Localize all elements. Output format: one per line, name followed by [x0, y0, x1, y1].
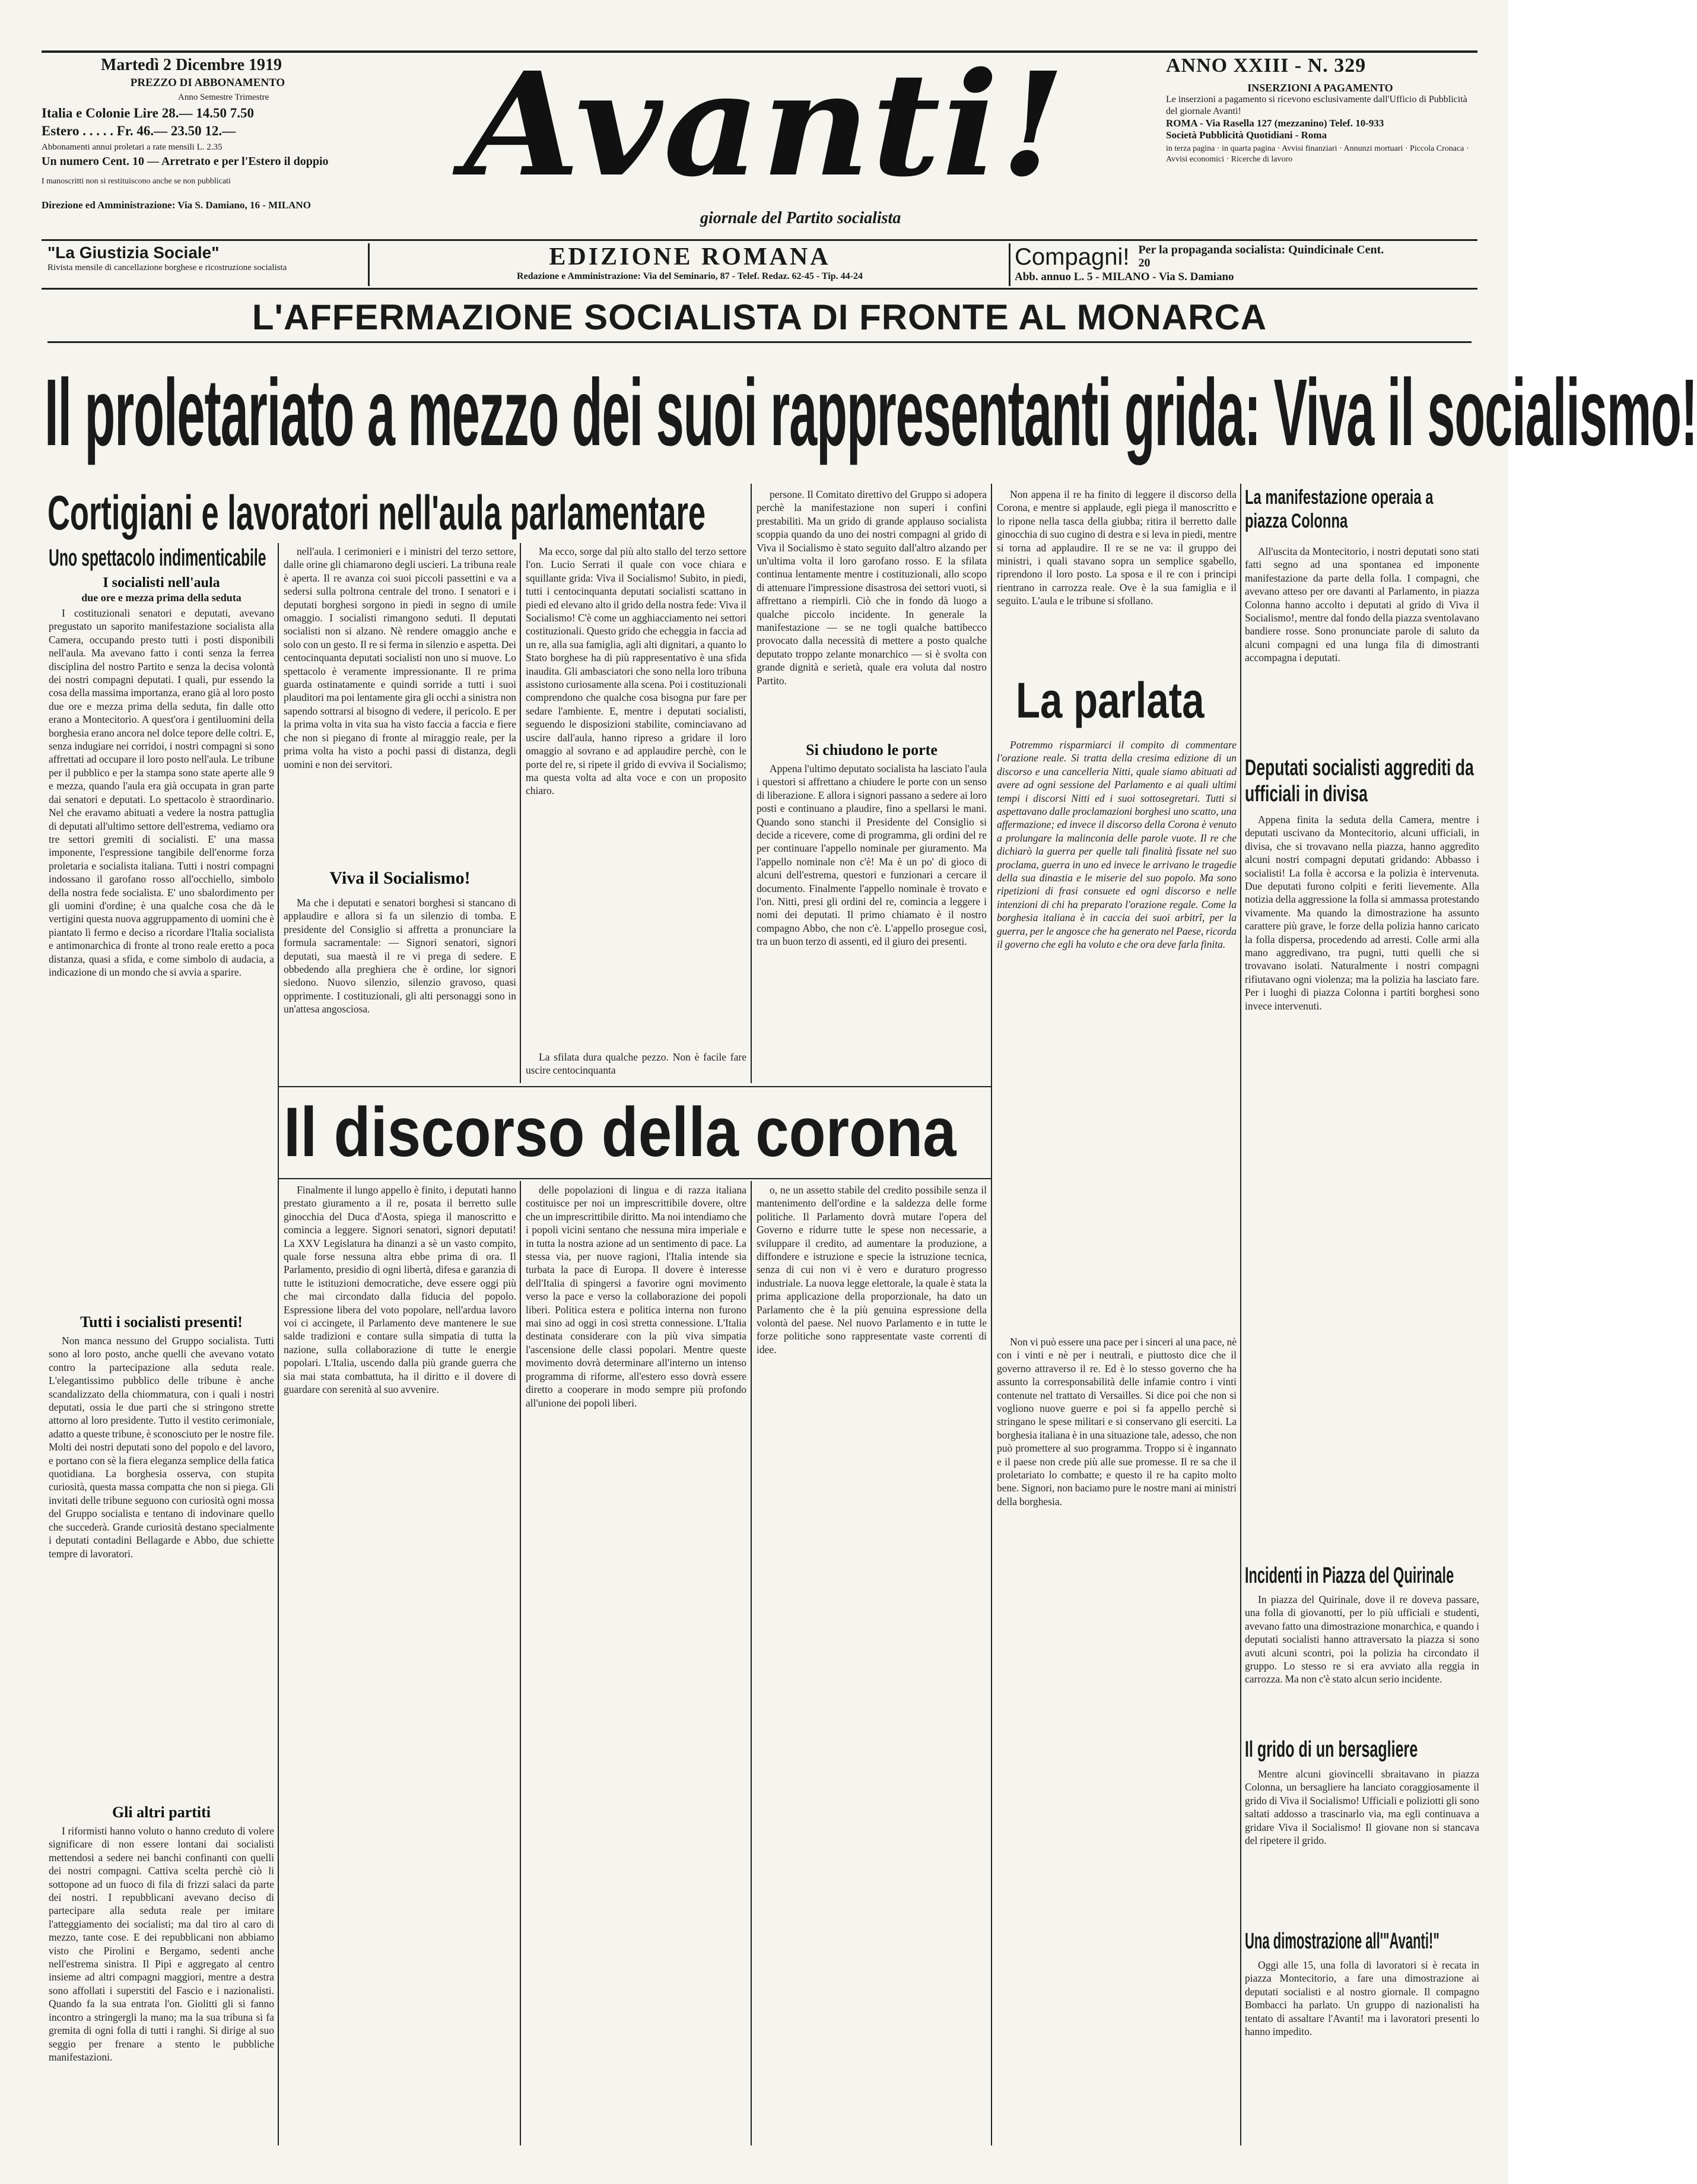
sub-viva: Viva il Socialismo!	[329, 868, 471, 888]
corona-rule-bottom	[279, 1178, 991, 1179]
edition-address: Redazione e Amministrazione: Via del Seminario, 87 - Telef. Redaz. 62-45 - Tip. 44-24	[517, 271, 863, 281]
right-deputati-headline-box	[1245, 755, 1479, 811]
col1-subhead-box	[49, 545, 274, 571]
right-grido-headline-box	[1245, 1736, 1479, 1766]
article-col6e	[1245, 1958, 1479, 2148]
article-corona2	[526, 1183, 746, 2148]
banner-divider-2	[1009, 243, 1010, 286]
article-col5a	[997, 488, 1237, 666]
article-col1a-text: I costituzionali senatori e deputati, avevano pregustato un saporito manifestazione socialista alla Camera, occupando presto tutti i posti disponibili nell'aula. Ma avevano fatto i conti senza la ferrea disciplina del nostro Partito e senza la decisa volontà dei nostri compagni deputati. I quali, pur essendo la cosa della massima importanza, erano già al loro posto due ore e mezza prima della seduta, fin dalle otto erano a Montecitorio. A quest'ora i gentiluomini della borghesia erano ancora nel dolce tepore delle coltri. E, senza indugiare nei corridoi, i nostri compagni si sono affrettati ad occupare il loro posto nell'aula. Le tribune per il pubblico e per la stampa sono state aperte alle 9 e mezza, quando l'aula era già occupata in gran parte dai senatori e deputati. Lo spettacolo è straordinario. Nel che eravamo abituati a vedere la nostra pattuglia di deputati all'ultimo settore dell'estrema, vediamo ora tre settori gremiti di socialisti. E' una massa imponente, l'espressione tangibile dell'enorme forza proletaria e socialista italiana. Tutti i nostri compagni indossano il garofano rosso all'occhiello, simbolo della nostra fede socialista. E' uno sbalordimento per gli uomini d'ordine; è una qualche cosa che dà le vertigini questa nuova aggruppamento di uomini che è piantato lì fermo e deciso a ricordare l'Italia socialista e antimonarchica di fronte al trono reale eretto a poca distanza, quasi a sfida, e come simbolo di audacia, a indicazione di un mondo che si avvia a sparire.	[49, 607, 274, 978]
col-rule-4	[991, 484, 992, 2145]
banner-rule-top	[42, 239, 1477, 241]
edition-title: EDIZIONE ROMANA	[549, 243, 831, 271]
issue-date: Martedì 2 Dicembre 1919	[101, 56, 282, 74]
insertions-company: Società Pubblicità Quotidiani - Roma	[1166, 129, 1327, 141]
insertions-heading: INSERZIONI A PAGAMENTO	[1247, 82, 1393, 94]
article-col6b	[1245, 813, 1479, 1558]
article-col6a	[1245, 545, 1479, 753]
issue-number: ANNO XXIII - N. 329	[1166, 55, 1367, 77]
article-col4a-text: persone. Il Comitato direttivo del Gruppo si adopera perchè la manifestazione non superi i confini prestabiliti. Ma un grido di grande applauso socialista scoppia quando da uno dei nostri compagni al grido di Viva il Socialismo è stato seguito dall'altro alzando per un'ultima volta il loro garofano rosso. E la sfilata continua lentamente mentre i costituzionali, allo scopo di attenuare l'impressione disastrosa dei settori vuoti, si affrettano a riempirli. Ciò che in fondo dà luogo a qualche piccolo incidente. In generale la manifestazione — se ne togli qualche battibecco provocato dalla necessità di mettere a posto qualche deputato troppo zelante monarchico — si è svolta con grande dignità e serietà, quale era voluta dal nostro Partito.	[757, 488, 987, 687]
insertions-box	[1166, 82, 1474, 236]
parlata-headline-box	[997, 671, 1237, 736]
sub-socialisti-2: due ore e mezza prima della seduta	[81, 592, 241, 604]
insertions-text: Le inserzioni a pagamento si ricevono esclusivamente dall'Ufficio di Pubblicità del giornale Avanti!	[1166, 94, 1467, 116]
sub-altri: Gli altri partiti	[112, 1804, 211, 1821]
corona-headline-box	[284, 1091, 987, 1177]
article-col3b-text: La sfilata dura qualche pezzo. Non è facile fare uscire centocinquanta	[526, 1051, 746, 1077]
ad2-text: Per la propaganda socialista: Quindicinale Cent. 20	[1138, 243, 1384, 269]
ad-compagni	[1015, 243, 1477, 286]
col-rule-5	[1240, 484, 1241, 2145]
article-col2a	[284, 545, 516, 865]
kicker-headline: L'AFFERMAZIONE SOCIALISTA DI FRONTE AL MONARCA	[252, 297, 1267, 337]
article-col3a-text: Ma ecco, sorge dal più alto stallo del terzo settore l'on. Lucio Serrati il quale con voce chiara e squillante grida: Viva il Socialismo! Subito, in piedi, tutti i centocinquanta deputati socialisti scattano in piedi ed elevano alto il grido della nostra fede: Viva il Socialismo! C'è come un agghiacciamento nei settori costituzionali. Questo grido che echeggia in faccia ad un re, alla sua famiglia, agli alti dignitari, a quanto lo Stato borghese ha di più rappresentativo è una sfida inaudita. Gli ambasciatori che sono nella loro tribuna assistono curiosamente alla scena. Poi i costituzionali comprendono che qualche cosa bisogna pur fare per sedare l'ambiente. E, mentre i deputati socialisti, seguendo le disposizioni stabilite, cominciavano ad uscire dall'aula, hanno ripreso a gridare il loro omaggio al sovrano e ad applaudire perchè, con le porte del re, si ripete il grido di evviva il Socialismo; ma questa volta ad alta voce e con un proposito chiaro.	[526, 545, 746, 797]
article-corona1	[284, 1183, 516, 2148]
col-rule-1	[278, 543, 279, 2145]
article-corona3	[757, 1183, 987, 2148]
title-area	[368, 41, 1163, 226]
article-col6b-text: Appena finita la seduta della Camera, mentre i deputati uscivano da Montecitorio, alcuni ufficiali, in divisa, che si trovavano nella piazza, hanno aggredito alcuni nostri compagni deputati gridando: Abbasso i socialisti! La folla è accorsa e la polizia è intervenuta. Due deputati furono colpiti e feriti lievemente. Alla notizia della aggressione la folla si ammassa protestando vivamente. Ma quando la dimostrazione ha assunto carattere più grave, le forze della polizia hanno caricato la folla dispersa, procedendo ad arresti. Colle armi alla mano aggredivano, tra pugni, tutti quelli che si trovavano isolati. Naturalmente i nostri compagni rifiutavano ogni violenza; ma la polizia ha lasciato fare. Per i luoghi di piazza Colonna i partiti borghesi sono invece intervenuti.	[1245, 814, 1479, 1012]
ad2-sub: Abb. annuo L. 5 - MILANO - Via S. Damiano	[1015, 271, 1234, 283]
article-corona3-text: o, ne un assetto stabile del credito possibile senza il mantenimento dell'ordine e la saldezza delle forme politiche. Il Parlamento dovrà mutare l'opera del Governo e ridurre tutte le spese non necessarie, a sviluppare il credito, ad aumentare la produzione, a diffondere e istruzione e specie la istruzione tecnica, senza di cui non vi è vero e duraturo progresso industriale. La nuova legge elettorale, la quale è stata la prima applicazione della proporzionale, ha dato un Parlamento che è la più genuina espressione della volontà del paese. Nel nuovo Parlamento e in tutte le forze politiche sono rappresentate vaste correnti di idee.	[757, 1184, 987, 1356]
banner-divider-1	[368, 243, 370, 286]
article-col6c	[1245, 1593, 1479, 1732]
article-col1c	[49, 1824, 274, 2148]
article-col6a-text: All'uscita da Montecitorio, i nostri deputati sono stati fatti segno ad una spontanea ed imponente manifestazione da parte della folla. I compagni, che avevano atteso per ore davanti al Parlamento, in piazza Colonna hanno accolto i deputati al grido di Viva il Socialismo!, mentre dal fondo della piazza sventolavano bandiere rosse. Sono pronunciate parole di saluto da alcuni compagni ed una lunga fila di dimostranti accompagna i deputati.	[1245, 545, 1479, 664]
right-deputati-headline: Deputati socialisti aggrediti da ufficiali in divisa	[1245, 755, 1474, 807]
article-col6d	[1245, 1767, 1479, 1925]
subscription-cols: Anno Semestre Trimestre	[178, 93, 269, 102]
main-headline-box	[45, 347, 1697, 484]
sub-socialisti: I socialisti nell'aula	[103, 575, 220, 591]
ad-giustizia-sociale	[47, 243, 368, 286]
article-col6d-text: Mentre alcuni giovincelli sbraitavano in piazza Colonna, un bersagliere ha lanciato coraggiosamente il grido di Viva il Socialismo! Ufficiali e poliziotti gli sono saltati addosso a trascinarlo via, ma egli continuava a gridare Viva il Socialismo! Il giovane non si stancava del ripetere il grido.	[1245, 1768, 1479, 1847]
subscription-heading: PREZZO DI ABBONAMENTO	[130, 77, 285, 89]
article-col1b-text: Non manca nessuno del Gruppo socialista. Tutti sono al loro posto, anche quelli che avevano votato contro la partecipazione alla seduta reale. L'elegantissimo pubblico delle tribune è anche scandalizzato della chiommatura, con i quali i nostri deputati, ossia le due parti che si stringono strette attorno al loro presidente. Tutto il vestito cerimoniale, adatto a queste tribune, è sconosciuto per le nostre file. Molti dei nostri deputati sono del popolo e del lavoro, e portano con sè la fiera eleganza semplice della fatica quotidiana. La borghesia osserva, con stupita curiosità, questa massa compatta che non si piega. Gli invitati delle tribune seguono con curiosità ogni mossa del Gruppo socialista e tentano di indovinare quello che succederà. Grande curiosità destano specialmente i deputati contadini Bellagarde e Abbo, due schiette tempre di lavoratori.	[49, 1335, 274, 1560]
article-col6e-text: Oggi alle 15, una folla di lavoratori si è recata in piazza Montecitorio, a fare una dimostrazione ai deputati socialisti e al nostro giornale. Il compagno Bombacci ha parlato. Un gruppo di nazionalisti ha tentato di assaltare l'Avanti! ma i lavoratori presenti lo hanno impedito.	[1245, 1959, 1479, 2038]
corona-rule-top	[279, 1086, 991, 1087]
ad2-title: Compagni!	[1015, 244, 1130, 270]
sub-tutti: Tutti i socialisti presenti!	[80, 1313, 243, 1331]
article-col3a	[526, 545, 746, 1037]
right-grido-headline: Il grido di un bersagliere	[1245, 1737, 1418, 1762]
parlata-headline: La parlata	[1016, 672, 1205, 728]
banner-rule-bottom	[42, 288, 1477, 290]
article-col5b-text: Potremmo risparmiarci il compito di commentare l'orazione reale. Si tratta della cresima edizione di un discorso e una cancelleria Nitti, quale siamo abituati ad avere ad ogni sessione del Parlamento e ai quali ultimi tempi i discorsi Nitti ed i suoi sottosegretari. Tutti si aspettavano dalle proclamazioni borghesi uno scatto, una affermazione; ed invece il discorso della Corona è venuto a prolungare la malinconia delle parole vuote. Il re che dichiarò la guerra per quelle tali finalità fissate nel suo proclama, guerra in uno ed invece le arrivano le tragedie della sua dinastia e le miserie del suo popolo. Ma sono ripetizioni di frasi consuete ed ogni discorso e nelle intenzioni di chi ha preparato l'orazione regale. Come la borghesia italiana è in caccia dei suoi arbitrî, per la guerra, per le angosce che ha generato nel Paese, ricorda il governo che egli ha voluto e che ora deve farla finita.	[997, 739, 1237, 951]
newspaper-title: Avanti!	[464, 41, 1067, 208]
col-rule-3b	[751, 1181, 752, 2145]
editorial-address: Direzione ed Amministrazione: Via S. Damiano, 16 - MILANO	[42, 199, 311, 211]
edition-box	[371, 243, 1009, 286]
right-incidenti-headline-box	[1245, 1562, 1479, 1592]
insertions-address: ROMA - Via Rasella 127 (mezzanino) Telef. 10-933	[1166, 118, 1384, 129]
col-rule-3	[751, 484, 752, 1083]
right-incidenti-headline: Incidenti in Piazza del Quirinale	[1245, 1563, 1454, 1588]
kicker-rule	[47, 341, 1472, 343]
col-rule-2	[520, 543, 521, 1083]
subscription-box	[42, 76, 374, 236]
right-top-headline: La manifestazione operaia a piazza Colonna	[1245, 486, 1434, 532]
section1-subhead: Uno spettacolo indimenticabile	[49, 545, 266, 571]
article-col4a	[757, 488, 987, 737]
insertions-rates: in terza pagina · in quarta pagina · Avvisi finanziari · Annunzi mortuari · Piccola Cronaca · Avvisi economici · Ricerche di lavoro	[1166, 144, 1469, 164]
article-col2a-text: nell'aula. I cerimonieri e i ministri del terzo settore, dalle orine gli chiamarono degli uscieri. La tribuna reale è aperta. Il re avanza coi suoi piccoli passettini e va a sedersi sulla poltrona centrale del trono. I senatori e i deputati borghesi sorgono in piedi in segno di umile omaggio. I socialisti rimangono seduti. Il deputati socialisti non si alzano. Nè rendere omaggio anche e solo con un gesto. Il re si ferma in silenzio e aspetta. Dei centocinquanta deputati socialisti non uno si muove. Lo spettacolo è veramente impressionante. Il re prima guarda ostinatamente e quindi sorride a tutti i suoi plauditori ma poi lentamente gira gli occhi a sinistra non sapendo sottrarsi al bisogno di vedere, il pericolo. E per la prima volta in vita sua ha visto faccia a faccia e fiere che non si piegano di fronte al miraggio reale, per la prima volta ha visto a pochi passi di distanza, degli uomini e non dei servitori.	[284, 545, 516, 770]
subscription-row-italy: Italia e Colonie Lire 28.— 14.50 7.50	[42, 106, 254, 120]
article-col1a	[49, 607, 274, 1307]
section1-headline: Cortigiani e lavoratori nell'aula parlamentare	[47, 486, 706, 540]
article-corona1-text: Finalmente il lungo appello è finito, i deputati hanno prestato giuramento a il re, posata il berretto sulle ginocchia del Duca d'Aosta, spiega il manoscritto e comincia a leggere. Signori senatori, signori deputati! La XXV Legislatura ha dinanzi a sè un vasto compito, quale forse nessuna altra ebbe prima di ora. Il Parlamento, presidio di ogni libertà, difesa e garanzia di tutte le istituzioni democratiche, deve essere oggi più che mai circondato dalla fiducia del popolo. Espressione libera del voto popolare, nell'ardua lavoro voi ci accingete, il Parlamento deve mantenere le sue salde tradizioni e contare sulla simpatia di tutta la nazione, sulla collaborazione di tutte le energie popolari. L'Italia, uscendo dalla più grande guerra che sia mai stata combattuta, ha il diritto e il dovere di guardare con serenità al suo avvenire.	[284, 1184, 516, 1396]
manuscripts-note: I manoscritti non si restituiscono anche se non pubblicati	[42, 177, 231, 186]
corona-headline: Il discorso della corona	[284, 1093, 956, 1172]
article-col5b	[997, 738, 1237, 1332]
article-col1c-text: I riformisti hanno voluto o hanno creduto di volere significare di non essere lontani dai socialisti mettendosi a sedere nei banchi confinanti con quelli dei nostri compagni. Cattiva scelta perchè ciò li sottopone ad un fuoco di fila di frizzi salaci da parte dei nostri. I repubblicani avevano deciso di partecipare alla seduta reale per imitare l'atteggiamento dei socialisti; ma dal tiro al caro di mezzo, tante cose. E dei repubblicani non abbiamo visto che Pirolini e Bergamo, sedenti anche nell'estrema sinistra. Il Pipì e aggregato al centro insieme ad altri compagni maggiori, mentre a destra sono affollati i superstiti del Fascio e i nazionalisti. Quando fa la sua entrata l'on. Giolitti gli si fanno incontro a stringergli la mano; ma la sua tribuna si fa gremita di ogni folla di tutti i ranghi. Si dirige al suo seggio per frenare a stento le pubbliche manifestazioni.	[49, 1825, 274, 2063]
article-col6c-text: In piazza del Quirinale, dove il re doveva passare, una folla di giovanotti, per lo più ufficiali e studenti, avevano fatto una dimostrazione monarchica, e quando i deputati socialisti hanno attraversato la piazza si sono avuti alcuni scontri, poi la polizia ha circondato il gruppo. Lo stesso re si era avviato alla reggia in carrozza. Ma non c'è stato alcun serio incidente.	[1245, 1593, 1479, 1685]
newspaper-subtitle: giornale del Partito socialista	[700, 209, 901, 227]
ad1-title: "La Giustizia Sociale"	[47, 243, 220, 262]
subscription-note-proletarian: Abbonamenti annui proletari a rate mensili L. 2.35	[42, 142, 223, 152]
col-rule-2b	[520, 1181, 521, 2145]
article-col5c	[997, 1335, 1237, 2148]
section1-headline-box	[47, 487, 748, 540]
single-copy-price: Un numero Cent. 10 — Arretrato e per l'Estero il doppio	[42, 155, 329, 168]
right-dimostrazione-headline-box	[1245, 1928, 1479, 1957]
article-corona2-text: delle popolazioni di lingua e di razza italiana costituisce per noi un imprescrittibile dovere, oltre che un imprescrittibile diritto. Ma noi intendiamo che i popoli vicini sentano che nessuna mira imperiale e in tutta la nostra azione ad un sentimento di pace. La stessa via, per nuove ragioni, l'Italia intende sia turbata la pace di Europa. Il dovere è interesse dell'Italia di spingersi a favorire ogni movimento verso la pace e verso la collaborazione dei popoli liberi. Politica estera e politica interna non furono mai sino ad oggi in così stretta connessione. L'Italia destinata considerare con la più viva simpatia l'ascensione delle classi popolari. Mentre queste movimento dovrà determinare all'interno un intenso programma di riforme, all'estero esso dovrà essere diretto a cooperare in modo sempre più profondo all'unione dei popoli liberi.	[526, 1184, 746, 1409]
article-col2b	[284, 896, 516, 1080]
article-col4b	[757, 762, 987, 1083]
right-dimostrazione-headline: Una dimostrazione all'"Avanti!"	[1245, 1929, 1439, 1954]
article-col4b-text: Appena l'ultimo deputato socialista ha lasciato l'aula i questori si affrettano a chiudere le porte con un senso di liberazione. E allora i signori passano a sedere ai loro posti e continuano a plaudire, fino a spellarsi le mani. Quando sono stanchi il Presidente del Consiglio si decide a ricevere, come di programma, gli ordini del re per continuare l'appello nominale per giuramento. Ma l'appello nominale non c'è! Ma è un po' di gioco di alcuni dell'estrema, questori e funzionari a cercare il documento. Finalmente l'appello nominale è trovato e l'on. Nitti, presi gli ordini del re, comincia a leggere i nomi dei deputati. Il primo chiamato è il nostro compagno Abbo, che non c'è. L'appello prosegue così, tra un buon terzo di assenti, ed il giuro dei presenti.	[757, 763, 987, 948]
ad1-text: Rivista mensile di cancellazione borghese e ricostruzione socialista	[47, 263, 287, 272]
sub-chiudono: Si chiudono le porte	[806, 741, 938, 758]
article-col5c-text: Non vi può essere una pace per i sinceri al una pace, nè con i vinti e nè per i neutrali, e piuttosto dice che il governo attraverso il re. Ed è lo stesso governo che ha assunto la corresponsabilità delle infamie contro i vinti contenute nel trattato di Versailles. Si dice poi che non si vogliono nuove guerre e poi si fa appello perchè si stringano le spese militari e si conservano gli eserciti. La borghesia italiana è in una situazione tale, adesso, che non può promettere al suo programma. Troppo si è ingannato e il paese non crede più alle sue promesse. Il re sa che il proletariato lo combatte; e questo il re ha capito molto bene. Signori, non baciamo pure le nostre mani ai ministri della borghesia.	[997, 1336, 1237, 1507]
article-col1b	[49, 1334, 274, 1797]
main-headline: Il proletariato a mezzo dei suoi rappresentanti grida: Viva il socialismo!	[45, 359, 1697, 465]
right-top-headline-box	[1245, 485, 1479, 545]
subscription-row-abroad: Estero . . . . . Fr. 46.— 23.50 12.—	[42, 123, 236, 138]
article-col5a-text: Non appena il re ha finito di leggere il discorso della Corona, e mentre si applaude, egli piega il manoscritto e lo ripone nella tasca della giubba; ritira il berretto dalle ginocchia di suo cugino di destra e si leva in piedi, mentre si torna ad applaudire. Il re se ne va: il gruppo dei ministri, i quali stavano sopra un semplice sgabello, riprendono il loro posto. La sposa e il re con i principi rientrano in carrozza reale. Ove è la sua famiglia e il seguito. L'aula e le tribune si sfollano.	[997, 488, 1237, 607]
article-col3b	[526, 1050, 746, 1080]
article-col2b-text: Ma che i deputati e senatori borghesi si stancano di applaudire e allora si fa un silenzio di tomba. E presidente del Consiglio si affretta a pronunciare la formula sacramentale: — Signori senatori, signori deputati, sua maestà il re vi prega di sedere. E obbedendo alla preghiera che è ordine, lor signori siedono. Nuovo silenzio, silenzio gravoso, quasi opprimente. I costituzionali, gli alti personaggi sono in un'attesa angosciosa.	[284, 897, 516, 1015]
